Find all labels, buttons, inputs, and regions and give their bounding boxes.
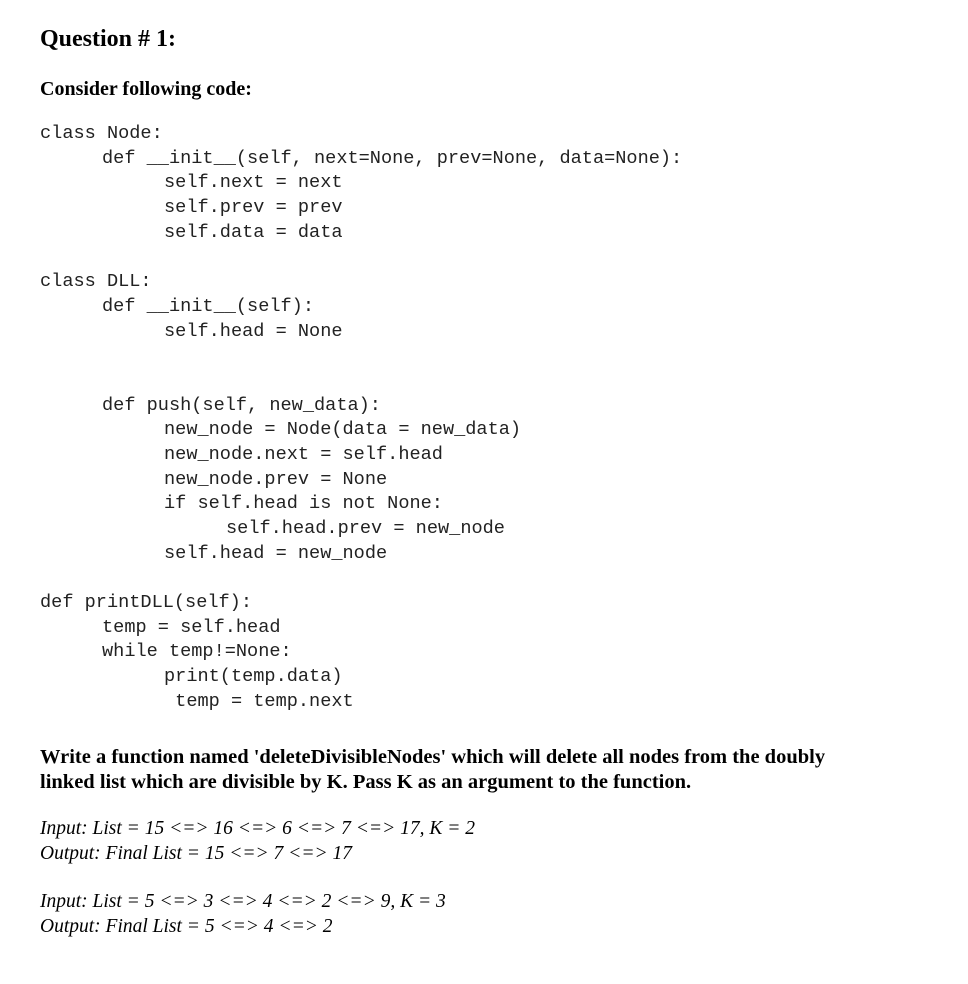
- example-output: Output: Final List = 5 <=> 4 <=> 2: [40, 916, 333, 937]
- code-line: temp = temp.next: [164, 690, 354, 712]
- blank-line: [40, 369, 682, 394]
- question-title: Question # 1:: [40, 26, 177, 52]
- code-line: print(temp.data): [164, 666, 343, 688]
- blank-line: [40, 566, 682, 591]
- code-line: class DLL:: [40, 271, 152, 293]
- code-line: def printDLL(self):: [40, 592, 253, 614]
- code-line: temp = self.head: [102, 616, 281, 638]
- example-1: [40, 816, 475, 866]
- code-line: self.data = data: [164, 221, 343, 243]
- code-line: new_node.next = self.head: [164, 443, 443, 465]
- code-line: new_node = Node(data = new_data): [164, 419, 522, 441]
- code-line: new_node.prev = None: [164, 468, 388, 490]
- task-description: [40, 745, 825, 795]
- code-line: while temp!=None:: [102, 641, 292, 663]
- example-2: [40, 889, 446, 939]
- code-intro: Consider following code:: [40, 78, 252, 100]
- code-line: class Node:: [40, 123, 163, 144]
- code-line: self.next = next: [164, 172, 343, 194]
- example-input: Input: List = 5 <=> 3 <=> 4 <=> 2 <=> 9, K = 3: [40, 891, 446, 912]
- code-line: def push(self, new_data):: [102, 394, 381, 416]
- example-input: Input: List = 15 <=> 16 <=> 6 <=> 7 <=> 17, K = 2: [40, 818, 476, 839]
- code-block: [40, 122, 682, 715]
- task-line: linked list which are divisible by K. Pass K as an argument to the function.: [40, 771, 692, 793]
- code-line: self.head = None: [164, 320, 343, 342]
- task-line: Write a function named 'deleteDivisibleNodes' which will delete all nodes from the doubly: [40, 746, 826, 768]
- code-line: if self.head is not None:: [164, 493, 443, 515]
- code-line: self.head.prev = new_node: [226, 518, 505, 539]
- code-line: def __init__(self):: [102, 295, 315, 317]
- code-line: self.prev = prev: [164, 197, 343, 219]
- code-line: self.head = new_node: [164, 542, 388, 564]
- blank-line: [40, 344, 682, 369]
- blank-line: [40, 245, 682, 270]
- code-line: def __init__(self, next=None, prev=None, data=None):: [102, 147, 683, 169]
- example-output: Output: Final List = 15 <=> 7 <=> 17: [40, 843, 353, 864]
